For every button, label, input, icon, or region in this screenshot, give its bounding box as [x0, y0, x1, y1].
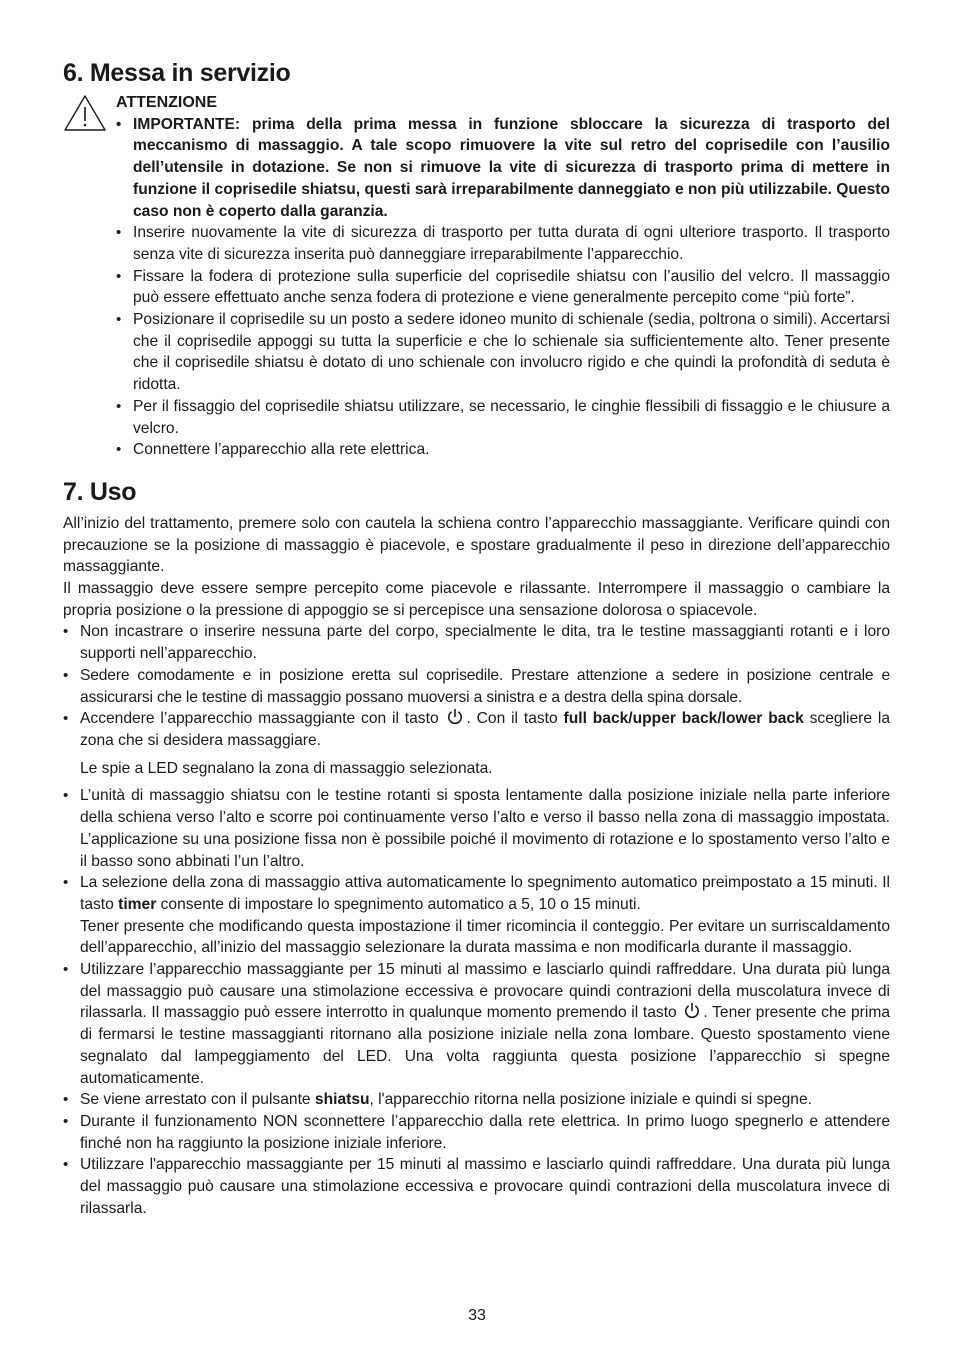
- warning-triangle-icon: [63, 94, 107, 132]
- text-bold: full back/upper back/lower back: [563, 710, 804, 728]
- text-segment: Accendere l’apparecchio massaggiante con il tasto: [80, 710, 445, 728]
- page-number: 33: [468, 1307, 486, 1324]
- text-bold: shiatsu: [314, 1091, 370, 1109]
- usage-list-2: [63, 785, 890, 1219]
- list-item: • Connettere l’apparecchio alla rete elettrica.: [116, 439, 890, 461]
- list-item: • Per il fissaggio del coprisedile shiatsu utilizzare, se necessario, le cinghie flessibili di fissaggio e le chiusure a velcro.: [116, 396, 890, 439]
- text-segment: scegliere la zona che si desidera massaggiare.: [80, 710, 890, 749]
- list-item: • Fissare la fodera di protezione sulla superficie del coprisedile shiatsu con l’ausilio del velcro. Il massaggio può essere effettuato anche senza fodera di protezione e viene generalmente percepito come “più forte”.: [116, 266, 890, 309]
- list-item: • Non incastrare o inserire nessuna parte del corpo, specialmente le dita, tra le testine massaggianti rotanti e i loro supporti nell’apparecchio.: [63, 621, 890, 664]
- text-segment: Utilizzare l’apparecchio massaggiante per 15 minuti al massimo e lasciarlo quindi raffreddare. Una durata più lunga del massaggio può causare una stimolazione eccessiva e provocare quindi contrazioni della muscolatura invece di rilassarla. Il massaggio può essere interrotto in qualunque momento premendo il tasto: [80, 961, 890, 1022]
- list-item-power: [63, 708, 890, 751]
- page-content: [63, 56, 890, 1219]
- list-item-duration: [63, 959, 890, 1089]
- paragraph: Il massaggio deve essere sempre percepito come piacevole e rilassante. Interrompere il massaggio o cambiare la propria posizione o la pressione di appoggio se si percepisce una sensazione dolorosa o spiacevole.: [63, 580, 890, 619]
- list-item: • Sedere comodamente e in posizione eretta sul coprisedile. Prestare attenzione a sedere in posizione centrale e assicurarsi che le testine di massaggio possano muoversi a sinistra e a destra della spina dorsale.: [63, 665, 890, 708]
- section-6-title: 6. Messa in servizio: [63, 59, 291, 87]
- paragraph: All’inizio del trattamento, premere solo con cautela la schiena contro l’apparecchio massaggiante. Verificare quindi con precauzione se la posizione di massaggio è piacevole, e spostare gradualmente il peso in direzione dell’apparecchio massaggiante.: [63, 514, 890, 576]
- list-item: • Posizionare il coprisedile su un posto a sedere idoneo munito di schienale (sedia, poltrona o simili). Accertarsi che il coprisedile appoggi su tutta la superficie e che lo schienale sia sufficientemente alto. Tener presente che il coprisedile shiatsu è dotato di uno schienale con involucro rigido e che quindi la profondità di seduta è ridotta.: [116, 309, 890, 396]
- text-segment: La selezione della zona di massaggio attiva automaticamente lo spegnimento automatico preimpostato a 15 minuti. Il tasto: [80, 874, 890, 913]
- section-7-title: 7. Uso: [63, 477, 137, 506]
- list-item: • Durante il funzionamento NON sconnettere l’apparecchio dalla rete elettrica. In primo luogo spegnerlo e attendere finché non ha raggiunto la posizione iniziale inferiore.: [63, 1111, 890, 1154]
- text-segment: Tener presente che modificando questa impostazione il timer ricomincia il conteggio. Per evitare un surriscaldamento dell’apparecchio, all’inizio del massaggio selezionare la durata massima e non modificarla durante il massaggio.: [80, 917, 890, 957]
- list-item: • Utilizzare l'apparecchio massaggiante per 15 minuti al massimo e lasciarlo quindi raffreddare. Una durata più lunga del massaggio può causare una stimolazione eccessiva e provocare quindi contrazioni della muscolatura invece di rilassarla.: [63, 1154, 890, 1219]
- list-item-important: • IMPORTANTE: prima della prima messa in funzione sbloccare la sicurezza di trasporto del meccanismo di massaggio. A tale scopo rimuovere la vite sul retro del coprisedile con l’ausilio dell’utensile in dotazione. Se non si rimuove la vite di sicurezza di trasporto prima di mettere in funzione il coprisedile shiatsu, questi sarà irreparabilmente danneggiato e non più utilizzabile. Questo caso non è coperto dalla garanzia.: [116, 114, 890, 223]
- power-icon: [683, 1002, 701, 1020]
- text-segment: . Tener presente che prima di fermarsi le testine massaggianti ritornano alla posizione iniziale nella zona lombare. Questo spostamento viene segnalato dal lampeggiamento del LED. Una volta raggiunta questa posizione l’apparecchio si spegne automaticamente.: [80, 1004, 890, 1087]
- text-bold: timer: [118, 895, 157, 913]
- text-segment: . Con il tasto: [466, 710, 564, 728]
- led-note: Le spie a LED segnalano la zona di massaggio selezionata.: [80, 759, 493, 777]
- list-item: • L’unità di massaggio shiatsu con le testine rotanti si sposta lentamente dalla posizione iniziale nella parte inferiore della schiena verso l’alto e scorre poi continuamente verso l’alto e verso il basso nella zona di massaggio impostata. L’applicazione su una posizione fissa non è possibile poiché il movimento di rotazione e lo spostamento verso l’alto e il basso sono abbinati l’un l’altro.: [63, 785, 890, 872]
- text-segment: consente di impostare lo spegnimento automatico a 5, 10 o 15 minuti.: [156, 895, 641, 913]
- warning-title: ATTENZIONE: [116, 94, 218, 111]
- list-item-timer: [63, 872, 890, 959]
- text-segment: Se viene arrestato con il pulsante: [80, 1091, 315, 1109]
- power-icon: [446, 708, 464, 726]
- text-segment: , l'apparecchio ritorna nella posizione iniziale e quindi si spegne.: [369, 1091, 812, 1109]
- warning-list: [116, 114, 890, 461]
- list-item: • Inserire nuovamente la vite di sicurezza di trasporto per tutta durata di ogni ulteriore trasporto. Il trasporto senza vite di sicurezza inserita può danneggiare irreparabilmente l’apparecchio.: [116, 222, 890, 265]
- list-item-shiatsu: [63, 1089, 890, 1111]
- warning-block: [63, 92, 890, 461]
- usage-list-1: [63, 621, 890, 751]
